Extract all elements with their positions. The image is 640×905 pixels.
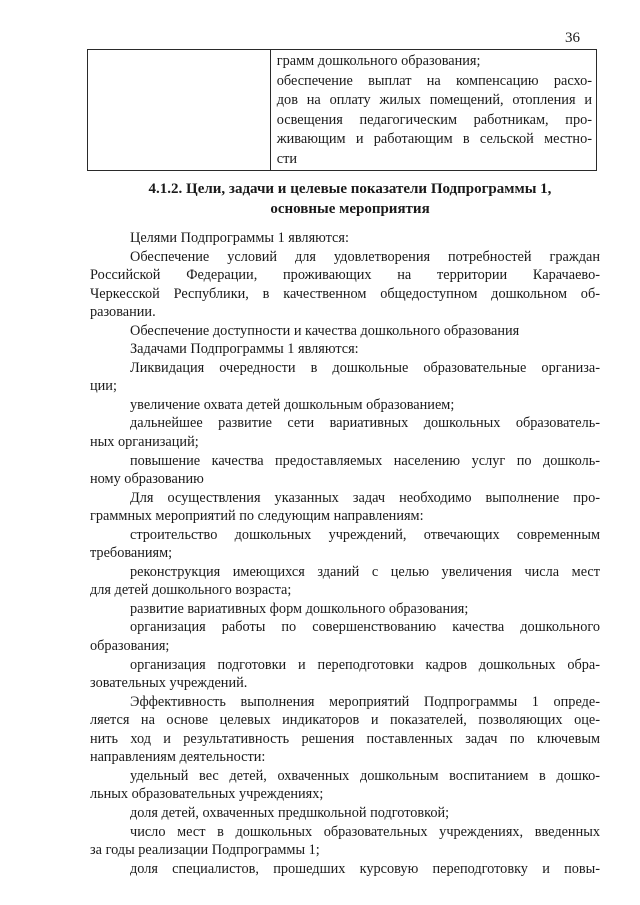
table-cell-empty [88, 50, 271, 171]
paragraph-line: Задачами Подпрограммы 1 являются: [130, 341, 359, 358]
paragraph-line: реконструкция имеющихся зданий с целью увеличения числа мест [130, 563, 600, 580]
paragraph-line: граммных мероприятий по следующим направлениям: [90, 508, 424, 525]
paragraph-line: зовательных учреждений. [90, 675, 248, 692]
table-cell-text [270, 50, 596, 171]
heading-line-2: основные мероприятия [270, 201, 430, 217]
continuation-table [87, 49, 597, 171]
paragraph-line: за годы реализации Подпрограммы 1; [90, 842, 320, 859]
paragraph-line: Ликвидация очередности в дошкольные образовательные организа- [130, 359, 600, 376]
paragraph-line: удельный вес детей, охваченных дошкольным воспитанием в дошко- [130, 767, 600, 784]
paragraph-line: для детей дошкольного возраста; [90, 582, 292, 599]
paragraph-line: Для осуществления указанных задач необходимо выполнение про- [130, 489, 600, 506]
paragraph-line: образования; [90, 638, 170, 655]
paragraph-line: ному образованию [90, 471, 204, 488]
body-text [90, 229, 600, 878]
paragraph-line: увеличение охвата детей дошкольным образованием; [130, 396, 455, 413]
paragraph-line: дальнейшее развитие сети вариативных дошкольных образователь- [130, 415, 600, 432]
table-line: дов на оплату жилых помещений, отопления и [276, 92, 592, 109]
table-line: живающим и работающим в сельской местно- [276, 131, 592, 148]
heading-line-1: 4.1.2. Цели, задачи и целевые показатели Подпрограммы 1, [148, 181, 552, 197]
paragraph-line: ляется на основе целевых индикаторов и показателей, позволяющих оце- [90, 712, 600, 729]
paragraph-line: строительство дошкольных учреждений, отвечающих современным [130, 526, 600, 543]
paragraph-line: доля детей, охваченных предшкольной подготовкой; [130, 804, 450, 821]
paragraph-line: Обеспечение доступности и качества дошкольного образования [130, 322, 520, 339]
paragraph-line: организация подготовки и переподготовки кадров дошкольных обра- [130, 656, 600, 673]
paragraph-line: разовании. [90, 304, 156, 321]
paragraph-line: нить ход и результативность решения поставленных задач по ключевым [90, 730, 600, 747]
paragraph-line: льных образовательных учреждениях; [90, 786, 324, 803]
paragraph-line: Российской Федерации, проживающих на территории Карачаево- [90, 267, 600, 284]
paragraph-line: Эффективность выполнения мероприятий Подпрограммы 1 опреде- [130, 693, 600, 710]
table-line: сти [276, 150, 298, 167]
paragraph-line: организация работы по совершенствованию качества дошкольного [130, 619, 600, 636]
paragraph-line: Обеспечение условий для удовлетворения потребностей граждан [130, 248, 600, 265]
table-line: грамм дошкольного образования; [276, 53, 481, 69]
paragraph-line: развитие вариативных форм дошкольного образования; [130, 600, 469, 617]
table-line: обеспечение выплат на компенсацию расхо- [276, 72, 592, 89]
table-line: освещения педагогическим работникам, про- [276, 111, 592, 128]
paragraph-line: Черкесской Республики, в качественном общедоступном дошкольном об- [90, 285, 600, 302]
paragraph-line: требованиям; [90, 545, 173, 562]
paragraph-line: число мест в дошкольных образовательных учреждениях, введенных [130, 823, 600, 840]
paragraph-line: ции; [90, 378, 117, 395]
paragraph-line: направлениям деятельности: [90, 749, 266, 766]
table-row [88, 50, 597, 171]
section-heading [100, 179, 600, 219]
paragraph-line: Целями Подпрограммы 1 являются: [130, 230, 349, 246]
paragraph-line: доля специалистов, прошедших курсовую переподготовку и повы- [130, 860, 600, 877]
paragraph-line: ных организаций; [90, 434, 199, 451]
page-number: 36 [565, 30, 580, 46]
paragraph-line: повышение качества предоставляемых населению услуг по дошколь- [130, 452, 600, 469]
